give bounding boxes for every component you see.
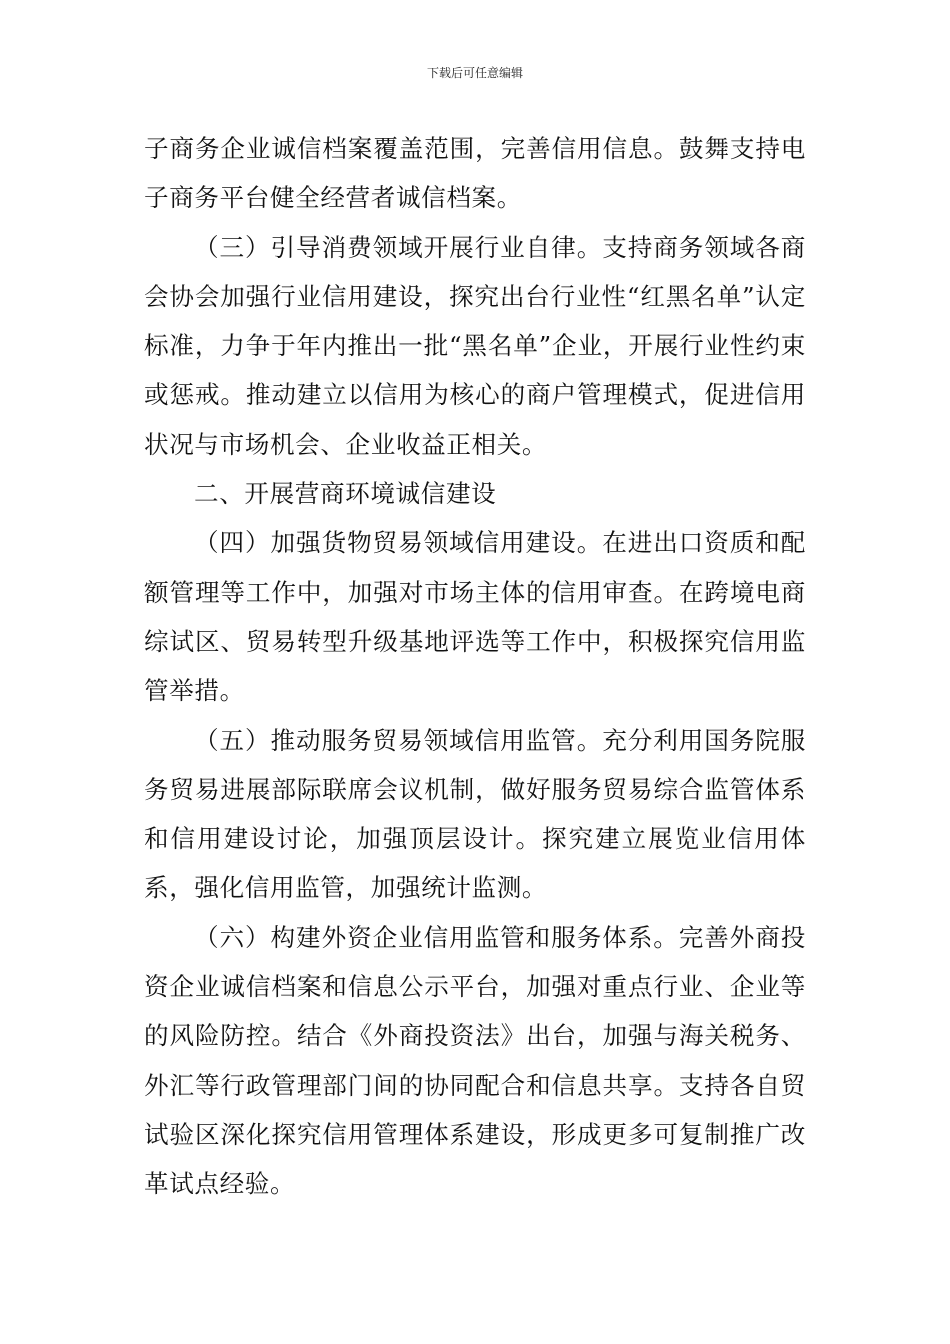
paragraph-continuation: 子商务企业诚信档案覆盖范围，完善信用信息。鼓舞支持电子商务平台健全经营者诚信档案。 [144,134,806,213]
document-body [144,124,806,1209]
heading-part-2: 二、开展营商环境诚信建设 [194,479,497,509]
paragraph-section-3: （三）引导消费领域开展行业自律。支持商务领域各商会协会加强行业信用建设，探究出台行业性“红黑名单”认定标准，力争于年内推出一批“黑名单”企业，开展行业性约束或惩戒。推动建立以信用为核心的商户管理模式，促进信用状况与市场机会、企业收益正相关。 [144,232,806,459]
paragraph-section-5: （五）推动服务贸易领域信用监管。充分利用国务院服务贸易进展部际联席会议机制，做好服务贸易综合监管体系和信用建设讨论，加强顶层设计。探究建立展览业信用体系，强化信用监管，加强统计监测。 [144,725,806,903]
page-header: 下载后可任意编辑 [426,66,523,80]
paragraph-section-4: （四）加强货物贸易领域信用建设。在进出口资质和配额管理等工作中，加强对市场主体的信用审查。在跨境电商综试区、贸易转型升级基地评选等工作中，积极探究信用监管举措。 [144,528,806,706]
paragraph-section-6: （六）构建外资企业信用监管和服务体系。完善外商投资企业诚信档案和信息公示平台，加强对重点行业、企业等的风险防控。结合《外商投资法》出台，加强与海关税务、外汇等行政管理部门间的协同配合和信息共享。支持各自贸试验区深化探究信用管理体系建设，形成更多可复制推广改革试点经验。 [144,922,806,1199]
